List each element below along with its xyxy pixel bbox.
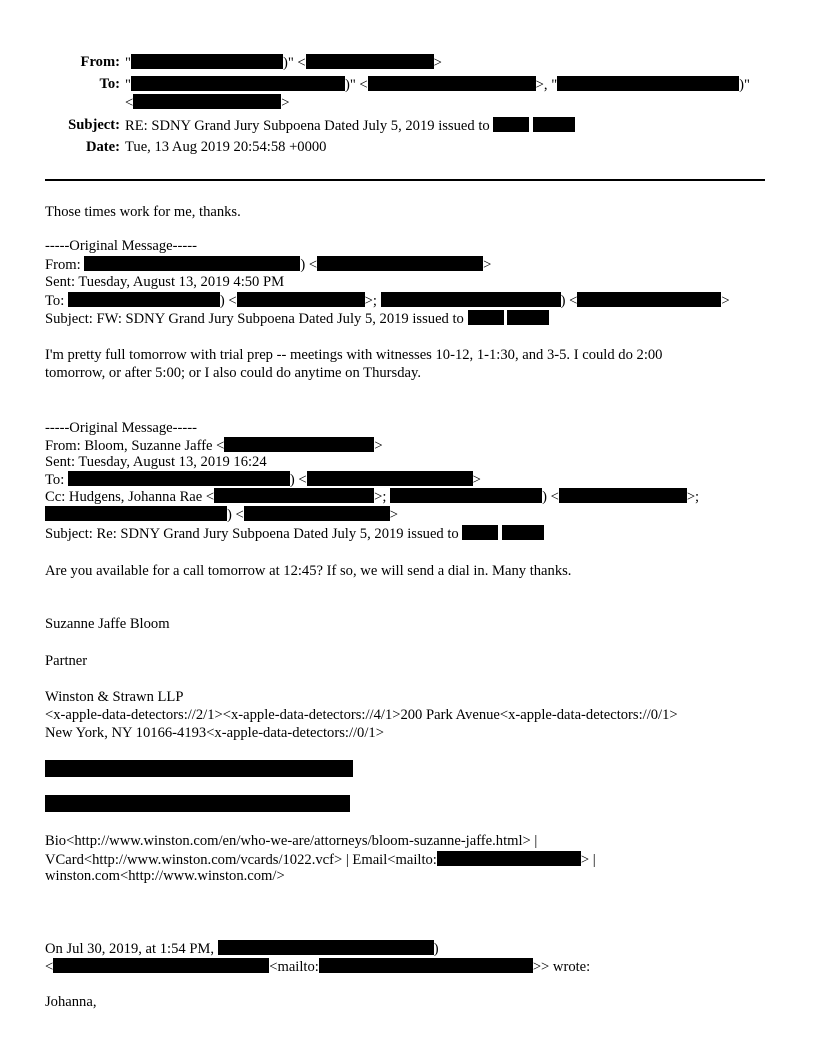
redaction: [307, 471, 473, 486]
redaction: [502, 525, 544, 540]
signature-address-line1: <x-apple-data-detectors://2/1><x-apple-data-detectors://4/1>200 Park Avenue<x-apple-data-detectors://0/1>: [45, 707, 678, 723]
from-label: From:: [80, 54, 120, 70]
orig1-text-line2: tomorrow, or after 5:00; or I also could do anytime on Thursday.: [45, 365, 421, 381]
date-value: Tue, 13 Aug 2019 20:54:58 +0000: [125, 139, 327, 155]
redaction: [224, 437, 374, 452]
redaction: [577, 292, 721, 307]
redaction: [381, 292, 561, 307]
redaction: [68, 471, 290, 486]
orig2-to: To: ) < >: [45, 472, 481, 488]
signature-title: Partner: [45, 653, 88, 669]
orig1-sent: Sent: Tuesday, August 13, 2019 4:50 PM: [45, 274, 285, 290]
orig1-to: To: ) < >; ) < >: [45, 293, 730, 309]
redaction: [133, 94, 281, 109]
redaction-block: [45, 760, 353, 780]
orig2-cc-cont: ) < >: [45, 506, 398, 524]
from-value: " )" < >: [125, 55, 442, 71]
orig2-sent: Sent: Tuesday, August 13, 2019 16:24: [45, 454, 267, 470]
redaction: [468, 310, 504, 325]
orig2-text: Are you available for a call tomorrow at 12:45? If so, we will send a dial in. Many thanks.: [45, 563, 572, 579]
redaction: [319, 958, 533, 973]
orig1-separator: -----Original Message-----: [45, 238, 197, 254]
signature-address-line2: New York, NY 10166-4193<x-apple-data-detectors://0/1>: [45, 725, 384, 741]
redaction: [317, 256, 483, 271]
redaction: [218, 940, 434, 955]
redaction: [45, 795, 350, 812]
orig1-subject: Subject: FW: SDNY Grand Jury Subpoena Dated July 5, 2019 issued to: [45, 310, 549, 328]
redaction: [533, 117, 575, 132]
signature-links-line2[interactable]: VCard<http://www.winston.com/vcards/1022.vcf> | Email<mailto: > |: [45, 852, 596, 868]
redaction: [306, 54, 434, 69]
orig1-text-line1: I'm pretty full tomorrow with trial prep -- meetings with witnesses 10-12, 1-1:30, and 3-5. I could do 2:00: [45, 347, 663, 363]
redaction: [214, 488, 374, 503]
signature-links-line1[interactable]: Bio<http://www.winston.com/en/who-we-are/attorneys/bloom-suzanne-jaffe.html> |: [45, 833, 538, 849]
redaction: [45, 760, 353, 777]
redaction: [368, 76, 536, 91]
redaction: [53, 958, 269, 973]
signature-firm: Winston & Strawn LLP: [45, 689, 184, 705]
quote-header-line1: On Jul 30, 2019, at 1:54 PM, ): [45, 941, 439, 957]
to-label: To:: [99, 76, 120, 92]
quote-header-line2: < <mailto: >> wrote:: [45, 959, 591, 975]
redaction: [390, 488, 542, 503]
signature-name: Suzanne Jaffe Bloom: [45, 616, 170, 632]
redaction: [507, 310, 549, 325]
redaction: [493, 117, 529, 132]
redaction-block: [45, 795, 350, 815]
redaction: [84, 256, 300, 271]
redaction: [557, 76, 739, 91]
quote-greeting: Johanna,: [45, 994, 97, 1010]
orig2-separator: -----Original Message-----: [45, 420, 197, 436]
redaction: [68, 292, 220, 307]
subject-value: RE: SDNY Grand Jury Subpoena Dated July 5, 2019 issued to: [125, 118, 490, 134]
date-label: Date:: [85, 139, 120, 155]
to-value-cont: < >: [125, 95, 290, 111]
redaction: [437, 851, 581, 866]
subject-label: Subject:: [68, 117, 120, 133]
to-value: " )" < >, " )": [125, 77, 750, 93]
redaction: [559, 488, 687, 503]
orig1-from: From: ) < >: [45, 257, 492, 273]
signature-links-line3[interactable]: winston.com<http://www.winston.com/>: [45, 868, 285, 884]
reply-line: Those times work for me, thanks.: [45, 204, 241, 220]
redaction: [131, 76, 345, 91]
redaction: [462, 525, 498, 540]
redaction: [131, 54, 283, 69]
redaction: [237, 292, 365, 307]
redaction: [244, 506, 390, 521]
redaction: [45, 506, 227, 521]
orig2-subject: Subject: Re: SDNY Grand Jury Subpoena Dated July 5, 2019 issued to: [45, 525, 544, 543]
header-divider: [45, 179, 765, 181]
orig2-cc: Cc: Hudgens, Johanna Rae < >; ) < >;: [45, 489, 700, 505]
orig2-from: From: Bloom, Suzanne Jaffe < >: [45, 438, 383, 454]
